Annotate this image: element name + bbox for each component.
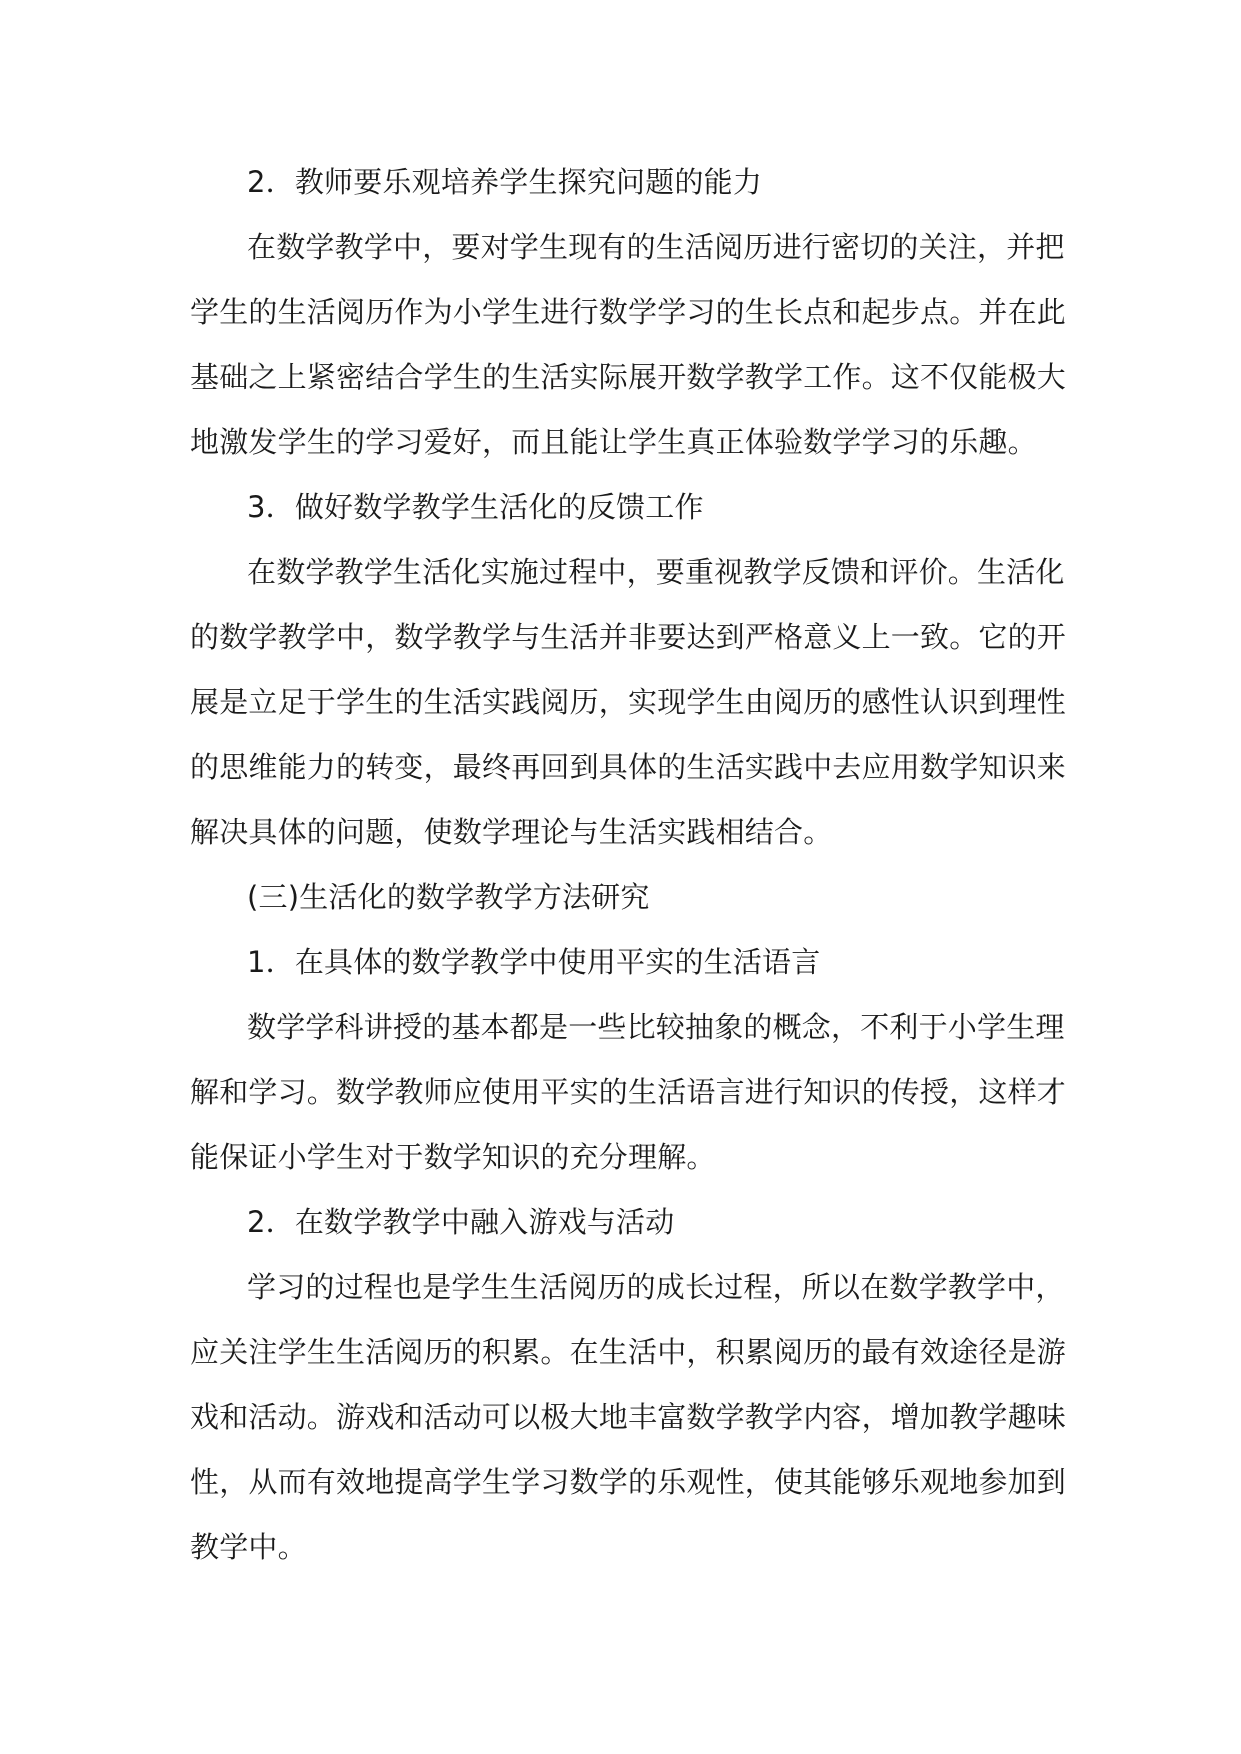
paragraph-line: 应关注学生生活阅历的积累。在生活中，积累阅历的最有效途径是游	[190, 1335, 1067, 1369]
paragraph-line: 的思维能力的转变，最终再回到具体的生活实践中去应用数学知识来	[190, 750, 1067, 784]
paragraph-line: 展是立足于学生的生活实践阅历，实现学生由阅历的感性认识到理性	[190, 685, 1067, 719]
paragraph-line: 在数学教学中，要对学生现有的生活阅历进行密切的关注，并把	[247, 230, 1065, 264]
paragraph-line: 在数学教学生活化实施过程中，要重视教学反馈和评价。生活化	[247, 555, 1065, 589]
paragraph-line: 学生的生活阅历作为小学生进行数学学习的生长点和起步点。并在此	[190, 295, 1067, 329]
paragraph-line: 基础之上紧密结合学生的生活实际展开数学教学工作。这不仅能极大	[190, 360, 1067, 394]
paragraph-line: 解决具体的问题，使数学理论与生活实践相结合。	[190, 815, 833, 849]
paragraph-line: 的数学教学中，数学教学与生活并非要达到严格意义上一致。它的开	[190, 620, 1067, 654]
paragraph-line: 教学中。	[190, 1530, 307, 1564]
paragraph-line: 解和学习。数学教师应使用平实的生活语言进行知识的传授，这样才	[190, 1075, 1067, 1109]
heading-1-plain-language: 1．在具体的数学教学中使用平实的生活语言	[247, 945, 821, 979]
paragraph-line: 戏和活动。游戏和活动可以极大地丰富数学教学内容，增加教学趣味	[190, 1400, 1067, 1434]
document-body	[190, 150, 1070, 1580]
paragraph-line: 性，从而有效地提高学生学习数学的乐观性，使其能够乐观地参加到	[190, 1465, 1067, 1499]
heading-3-feedback: 3．做好数学教学生活化的反馈工作	[247, 490, 704, 524]
section-heading-methods: (三)生活化的数学教学方法研究	[247, 880, 650, 914]
heading-2-games-activities: 2．在数学教学中融入游戏与活动	[247, 1205, 675, 1239]
paragraph-line: 地激发学生的学习爱好，而且能让学生真正体验数学学习的乐趣。	[190, 425, 1037, 459]
paragraph-line: 能保证小学生对于数学知识的充分理解。	[190, 1140, 716, 1174]
heading-2-teacher-ability: 2．教师要乐观培养学生探究问题的能力	[247, 165, 763, 199]
paragraph-line: 学习的过程也是学生生活阅历的成长过程，所以在数学教学中，	[247, 1270, 1065, 1304]
paragraph-line: 数学学科讲授的基本都是一些比较抽象的概念，不利于小学生理	[247, 1010, 1065, 1044]
